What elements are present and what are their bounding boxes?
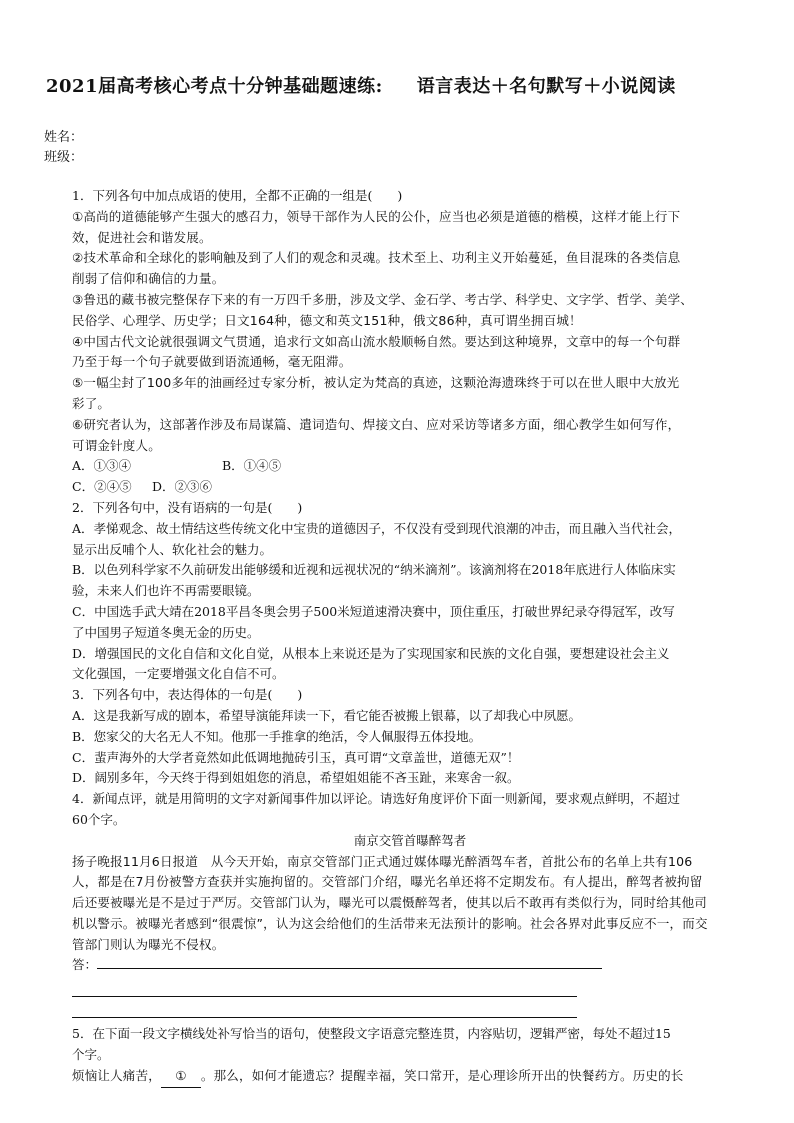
q3-stem: 3．下列各句中，表达得体的一句是( ) — [72, 687, 303, 703]
q3-option-b[interactable]: B．您家父的大名无人不知。他那一手推拿的绝活，令人佩服得五体投地。 — [72, 728, 482, 744]
q3-option-c[interactable]: C．蜚声海外的大学者竟然如此低调地抛砖引玉，真可谓“文章盖世，道德无双”！ — [72, 749, 520, 765]
q4-stem-cont: 60个字。 — [72, 811, 126, 827]
q1-options-cd — [72, 477, 748, 498]
q5-passage — [72, 1066, 748, 1088]
q2-stem: 2．下列各句中，没有语病的一句是( ) — [72, 499, 303, 515]
q1-option-c[interactable]: C．②④⑤ — [72, 479, 132, 495]
q2-option-d[interactable]: D．增强国民的文化自信和文化自觉，从根本上来说还是为了实现国家和民族的文化自强，要想建设社会主义 — [72, 645, 670, 661]
q1-option-a[interactable]: A．①③④ — [72, 458, 132, 474]
q1-sentence-2a: ②技术革命和全球化的影响触及到了人们的观念和灵魂。技术至上、功利主义开始蔓延，鱼目混珠的各类信息 — [72, 250, 681, 266]
q1-stem: 1．下列各句中加点成语的使用，全都不正确的一组是( ) — [72, 188, 403, 203]
news-line-2: 人，都是在7月份被警方查获并实施拘留的。交管部门介绍，曝光名单还将不定期发布。有人提出，醉驾者被拘留 — [72, 874, 703, 890]
q5-passage-pre: 烦恼让人痛苦， — [72, 1067, 161, 1083]
question-body — [72, 186, 748, 1088]
q5-stem-cont: 个字。 — [72, 1047, 110, 1063]
news-headline: 南京交管首曝醉驾者 — [353, 832, 467, 848]
q1-sentence-3b: 民俗学、心理学、历史学；日文164种，德文和英文151种，俄文86种，真可谓坐拥百城！ — [72, 312, 582, 328]
answer-underline-3[interactable] — [72, 997, 577, 1018]
q1-option-d[interactable]: D．②③⑥ — [152, 479, 213, 495]
name-label: 姓名： — [44, 130, 84, 145]
q2-option-d-cont: 文化强国，一定要增强文化自信不可。 — [72, 666, 285, 682]
q1-sentence-2b: 削弱了信仰和确信的力量。 — [72, 271, 225, 287]
q5-blank-1[interactable]: ① — [161, 1066, 201, 1088]
q5-stem: 5．在下面一段文字横线处补写恰当的语句，使整段文字语意完整连贯，内容贴切，逻辑严密，每处不超过15 — [72, 1026, 671, 1042]
q2-option-b-cont: 验，未来人们也许不再需要眼镜。 — [72, 583, 260, 599]
q1-sentence-6a: ⑥研究者认为，这部著作涉及布局谋篇、遣词造句、焊接文白、应对采访等诸多方面，细心教学生如何写作， — [72, 416, 681, 432]
q1-sentence-1a: ①高尚的道德能够产生强大的感召力，领导干部作为人民的公仆，应当也必须是道德的楷模，这样才能上行下 — [72, 208, 681, 224]
q2-option-a-cont: 显示出反哺个人、软化社会的魅力。 — [72, 541, 273, 557]
q1-sentence-5a: ⑤一幅尘封了100多年的油画经过专家分析，被认定为梵高的真迹，这颗沧海遗珠终于可以在世人眼中大放光 — [72, 375, 680, 391]
q1-option-b[interactable]: B．①④⑤ — [222, 458, 282, 474]
q2-option-c[interactable]: C．中国选手武大靖在2018平昌冬奥会男子500米短道速滑决赛中，顶住重压，打破世界纪录夺得冠军，改写 — [72, 603, 675, 619]
news-line-1: 扬子晚报11月6日报道 从今天开始，南京交管部门正式通过媒体曝光醉酒驾车者，首批公布的名单上共有106 — [72, 853, 693, 869]
title-sub: 语言表达＋名句默写＋小说阅读 — [416, 76, 676, 97]
answer-underline-2[interactable] — [72, 976, 577, 997]
news-line-4: 机以警示。被曝光者感到“很震惊”，认为这会给他们的生活带来无法预计的影响。社会各界对此事反应不一，而交 — [72, 915, 708, 931]
q1-sentence-4b: 乃至于每一个句子就要做到语流通畅，毫无阻滞。 — [72, 354, 352, 370]
page-title — [46, 72, 756, 98]
class-label: 班级： — [44, 150, 84, 165]
answer-underline-1[interactable] — [97, 956, 602, 969]
title-main: 2021届高考核心考点十分钟基础题速练: — [46, 76, 383, 97]
news-line-5: 管部门则认为曝光不侵权。 — [72, 936, 225, 952]
q4-stem: 4．新闻点评，就是用简明的文字对新闻事件加以评论。请选好角度评价下面一则新闻，要求观点鲜明，不超过 — [72, 791, 680, 807]
q3-option-d[interactable]: D．阔别多年，今天终于得到姐姐您的消息，希望姐姐能不吝玉趾，来寒舍一叙。 — [72, 770, 520, 786]
q1-sentence-5b: 彩了。 — [72, 395, 111, 411]
q2-option-c-cont: 了中国男子短道冬奥无金的历史。 — [72, 624, 260, 640]
q5-passage-post: 。那么，如何才能遗忘？提醒幸福，笑口常开，是心理诊所开出的快餐药方。历史的长 — [200, 1067, 684, 1083]
q1-sentence-6b: 可谓金针度人。 — [72, 437, 161, 453]
answer-label: 答： — [72, 957, 98, 973]
q1-sentence-1b: 效，促进社会和谐发展。 — [72, 229, 212, 245]
q1-sentence-3a: ③鲁迅的藏书被完整保存下来的有一万四千多册，涉及文学、金石学、考古学、科学史、文字学、哲学、美学、 — [72, 291, 694, 307]
news-line-3: 后还要被曝光是不是过于严厉。交管部门认为，曝光可以震慑醉驾者，使其以后不敢再有类似行为，同时给其他司 — [72, 895, 708, 911]
q2-option-b[interactable]: B．以色列科学家不久前研发出能够缓和近视和远视状况的“纳米滴剂”。该滴剂将在2018年底进行人体临床实 — [72, 562, 676, 578]
q2-option-a[interactable]: A．孝悌观念、故土情结这些传统文化中宝贵的道德因子，不仅没有受到现代浪潮的冲击，而且融入当代社会， — [72, 520, 682, 536]
q3-option-a[interactable]: A．这是我新写成的剧本，希望导演能拜读一下，看它能否被搬上银幕，以了却我心中夙愿。 — [72, 707, 582, 723]
answer-line-1[interactable] — [72, 955, 748, 976]
q1-sentence-4a: ④中国古代文论就很强调文气贯通，追求行文如高山流水般顺畅自然。要达到这种境界，文章中的每一个句群 — [72, 333, 681, 349]
q1-options-ab — [72, 456, 748, 477]
